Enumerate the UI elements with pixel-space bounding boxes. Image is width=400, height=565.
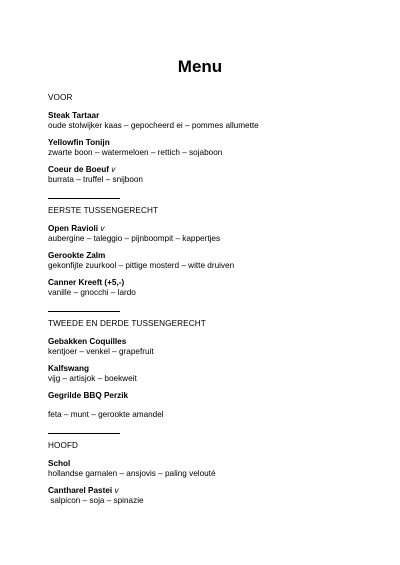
- vegetarian-marker: v: [114, 486, 119, 495]
- menu-item-description: gekonfijte zuurkool – pittige mosterd – witte druiven: [48, 261, 235, 270]
- vegetarian-marker: v: [111, 165, 116, 174]
- menu-item-name: Coeur de Boeuf v: [48, 165, 116, 174]
- menu-item-name: Gerookte Zalm: [48, 251, 106, 260]
- menu-item: [48, 410, 380, 420]
- menu-title: Menu: [177, 57, 223, 76]
- menu-item-description: zwarte boon – watermeloen – rettich – sojaboon: [48, 148, 223, 157]
- menu-item-description: aubergine – taleggio – pijnboompit – kappertjes: [48, 234, 221, 243]
- menu-item-name: Gebakken Coquilles: [48, 337, 127, 346]
- menu-item-description: feta – munt – gerookte amandel: [48, 410, 164, 419]
- menu-item-name: Schol: [48, 459, 71, 468]
- menu-item-description: burrata – truffel – snijboon: [48, 175, 143, 184]
- menu-item-name: Gegrilde BBQ Perzik: [48, 391, 129, 400]
- menu-item-name: Cantharel Pastei v: [48, 486, 119, 495]
- menu-item-name: Yellowfin Tonijn: [48, 138, 110, 147]
- menu-item: [48, 165, 380, 185]
- menu-item: [48, 486, 380, 506]
- menu-item: [48, 111, 380, 131]
- section-heading-voor: VOOR: [48, 93, 73, 102]
- menu-item: [48, 364, 380, 384]
- menu-item: [48, 391, 380, 401]
- menu-item-name: Open Ravioli v: [48, 224, 105, 233]
- menu-item: [48, 278, 380, 298]
- section-heading-eerste-tussengerecht: EERSTE TUSSENGERECHT: [48, 206, 159, 215]
- menu-item-name: Canner Kreeft (+5,-): [48, 278, 125, 287]
- menu-item: [48, 337, 380, 357]
- menu-item-name: Steak Tartaar: [48, 111, 100, 120]
- menu-item-description: salpicon – soja – spinazie: [48, 496, 144, 505]
- section-heading-hoofd: HOOFD: [48, 441, 79, 450]
- menu-item-description: kentjoer – venkel – grapefruit: [48, 347, 154, 356]
- menu-item-description: vanille – gnocchi – lardo: [48, 288, 136, 297]
- vegetarian-marker: v: [100, 224, 105, 233]
- menu-item-name: Kalfswang: [48, 364, 89, 373]
- section-heading-tweede-en-derde-tussengerecht: TWEEDE EN DERDE TUSSENGERECHT: [48, 319, 206, 328]
- menu-item-description: vijg – artisjok – boekweit: [48, 374, 137, 383]
- menu-item: [48, 138, 380, 158]
- menu-item-description: hollandse garnalen – ansjovis – paling velouté: [48, 469, 216, 478]
- menu-item-description: oude stolwijker kaas – gepocheerd ei – pommes allumette: [48, 121, 259, 130]
- menu-item: [48, 224, 380, 244]
- menu-item: [48, 251, 380, 271]
- menu-item: [48, 459, 380, 479]
